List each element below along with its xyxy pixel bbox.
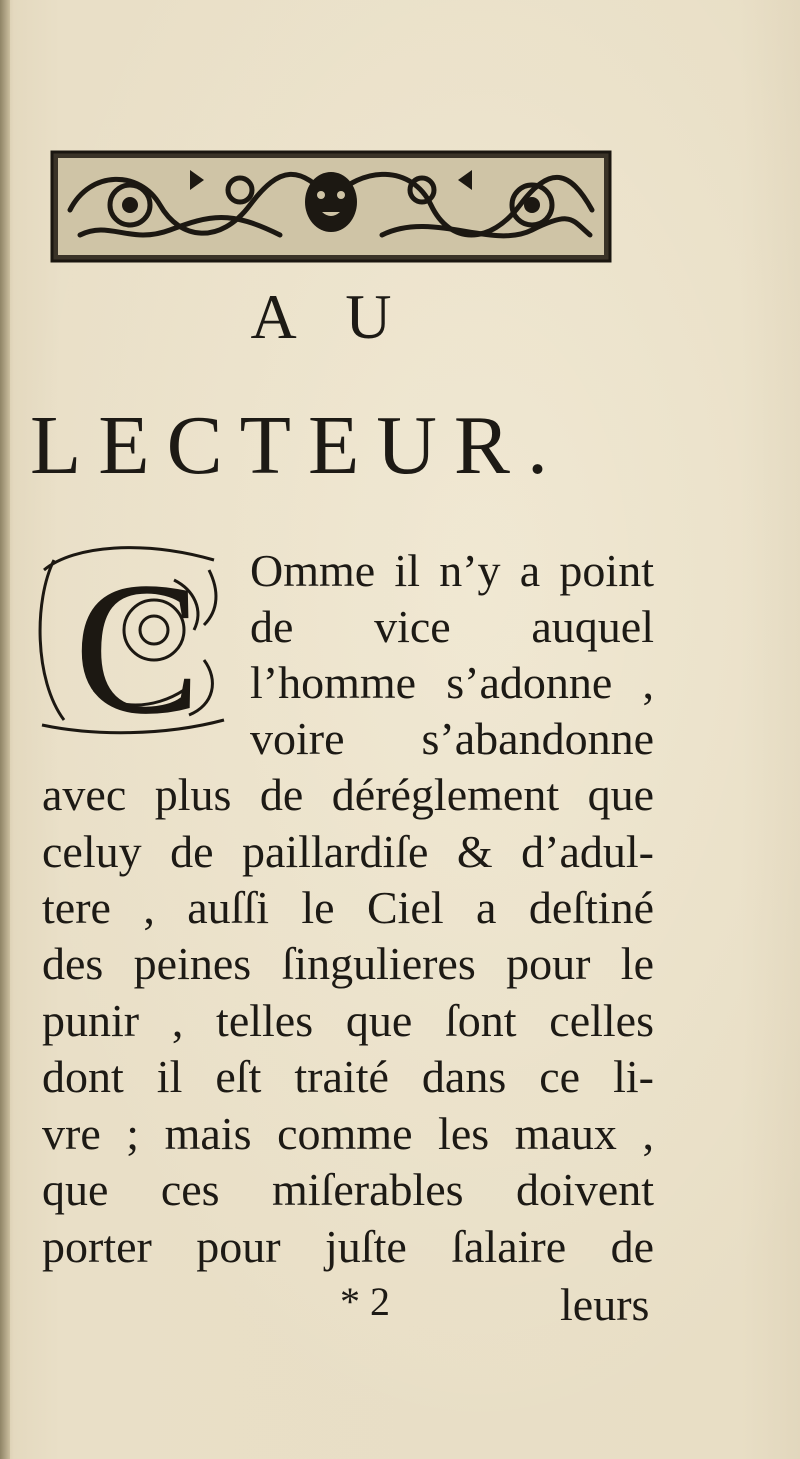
title-line-au: A U xyxy=(250,281,410,352)
ornamental-headpiece xyxy=(50,150,612,263)
text-line: celuy de paillardiſe & d’adul- xyxy=(42,826,654,877)
text-line: avec plus de déréglement que xyxy=(42,769,654,820)
text-line: que ces miſerables doivent xyxy=(42,1164,654,1215)
ornamental-dropcap xyxy=(34,540,230,736)
catchword: leurs xyxy=(560,1279,650,1330)
text-line: Omme il n’y a point xyxy=(250,545,654,596)
page-gutter-shadow xyxy=(0,0,10,1459)
text-line: vre ; mais comme les maux , xyxy=(42,1108,654,1159)
text-line: de vice auquel xyxy=(250,601,654,652)
text-line: dont il eſt traité dans ce li- xyxy=(42,1051,654,1102)
title-line-lecteur: LECTEUR. xyxy=(30,399,565,492)
dropcap-letter: C xyxy=(74,544,201,736)
text-line: tere , auſſi le Ciel a deſtiné xyxy=(42,882,654,933)
text-line: voire s’abandonne xyxy=(250,713,654,764)
text-line: l’homme s’adonne , xyxy=(250,657,654,708)
text-line: des peines ſingulieres pour le xyxy=(42,938,654,989)
text-line: porter pour juſte ſalaire de xyxy=(42,1221,654,1272)
text-line: punir , telles que ſont celles xyxy=(42,995,654,1046)
signature-mark: * 2 xyxy=(340,1279,390,1324)
